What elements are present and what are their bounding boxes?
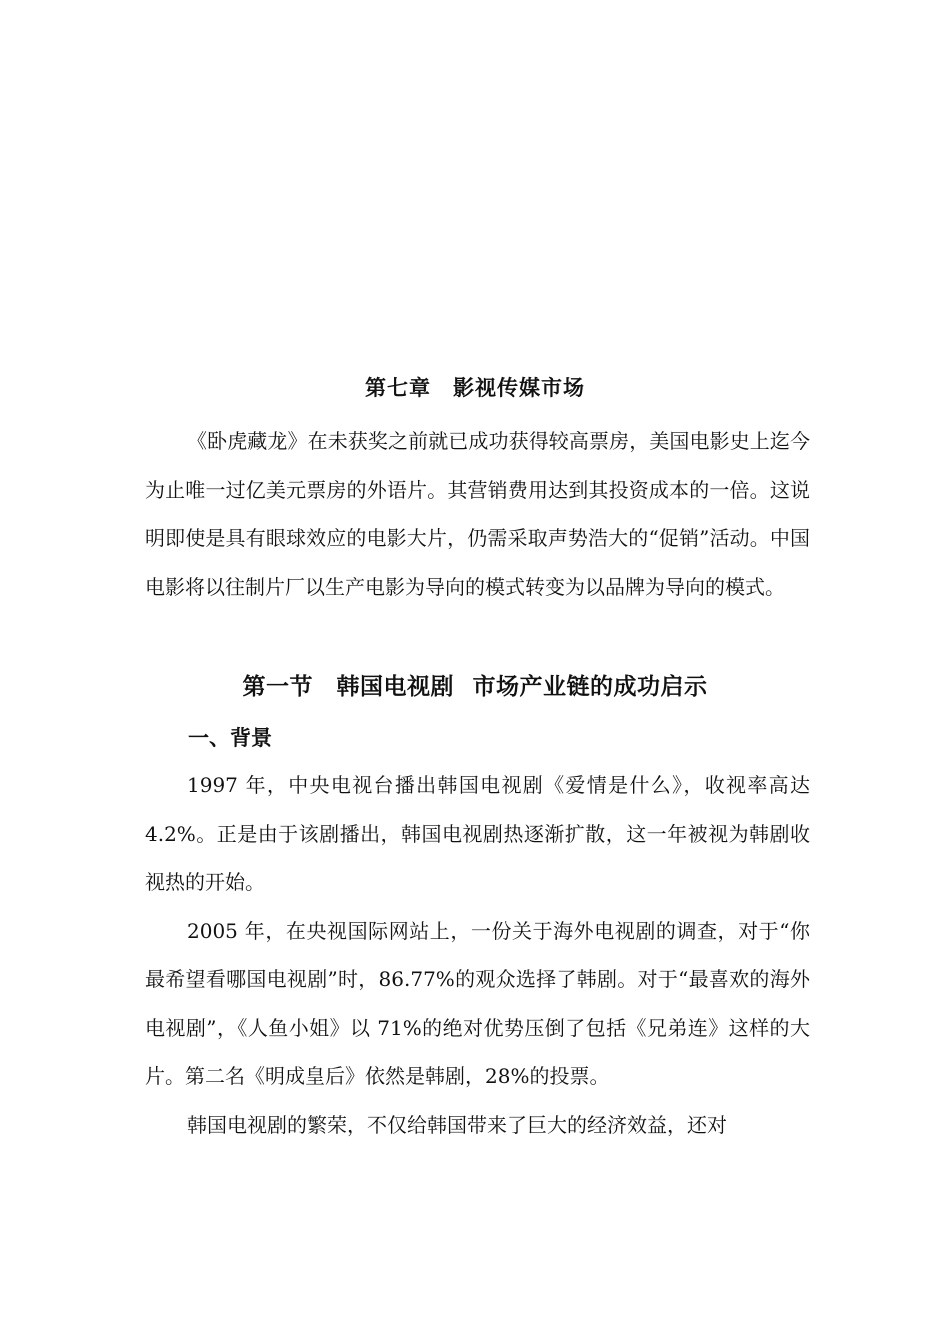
intro-block — [145, 417, 810, 611]
paragraph-2005: 2005 年，在央视国际网站上，一份关于海外电视剧的调查，对于“你最希望看哪国电视剧”时，86.77%的观众选择了韩剧。对于“最喜欢的海外电视剧”，《人鱼小姐》以 71%的绝对优势压倒了包括《兄弟连》这样的大片。第二名《明成皇后》依然是韩剧，28%的投票。 — [145, 918, 810, 1088]
paragraph-prosperity: 韩国电视剧的繁荣，不仅给韩国带来了巨大的经济效益，还对 — [187, 1112, 727, 1137]
paragraph-1997: 1997 年，中央电视台播出韩国电视剧《爱情是什么》，收视率高达 4.2%。正是由于该剧播出，韩国电视剧热逐渐扩散，这一年被视为韩剧收视热的开始。 — [145, 773, 810, 894]
section-title: 第一节 韩国电视剧 市场产业链的成功启示 — [242, 673, 708, 700]
subsection-title: 一、背景 — [188, 725, 272, 750]
chapter-title: 第七章 影视传媒市场 — [365, 375, 585, 400]
intro-paragraph: 《卧虎藏龙》在未获奖之前就已成功获得较高票房，美国电影史上迄今为止唯一过亿美元票房的外语片。其营销费用达到其投资成本的一倍。这说明即使是具有眼球效应的电影大片，仍需采取声势浩大的“促销”活动。中国电影将以往制片厂以生产电影为导向的模式转变为以品牌为导向的模式。 — [145, 429, 810, 599]
section-body — [145, 761, 810, 1149]
